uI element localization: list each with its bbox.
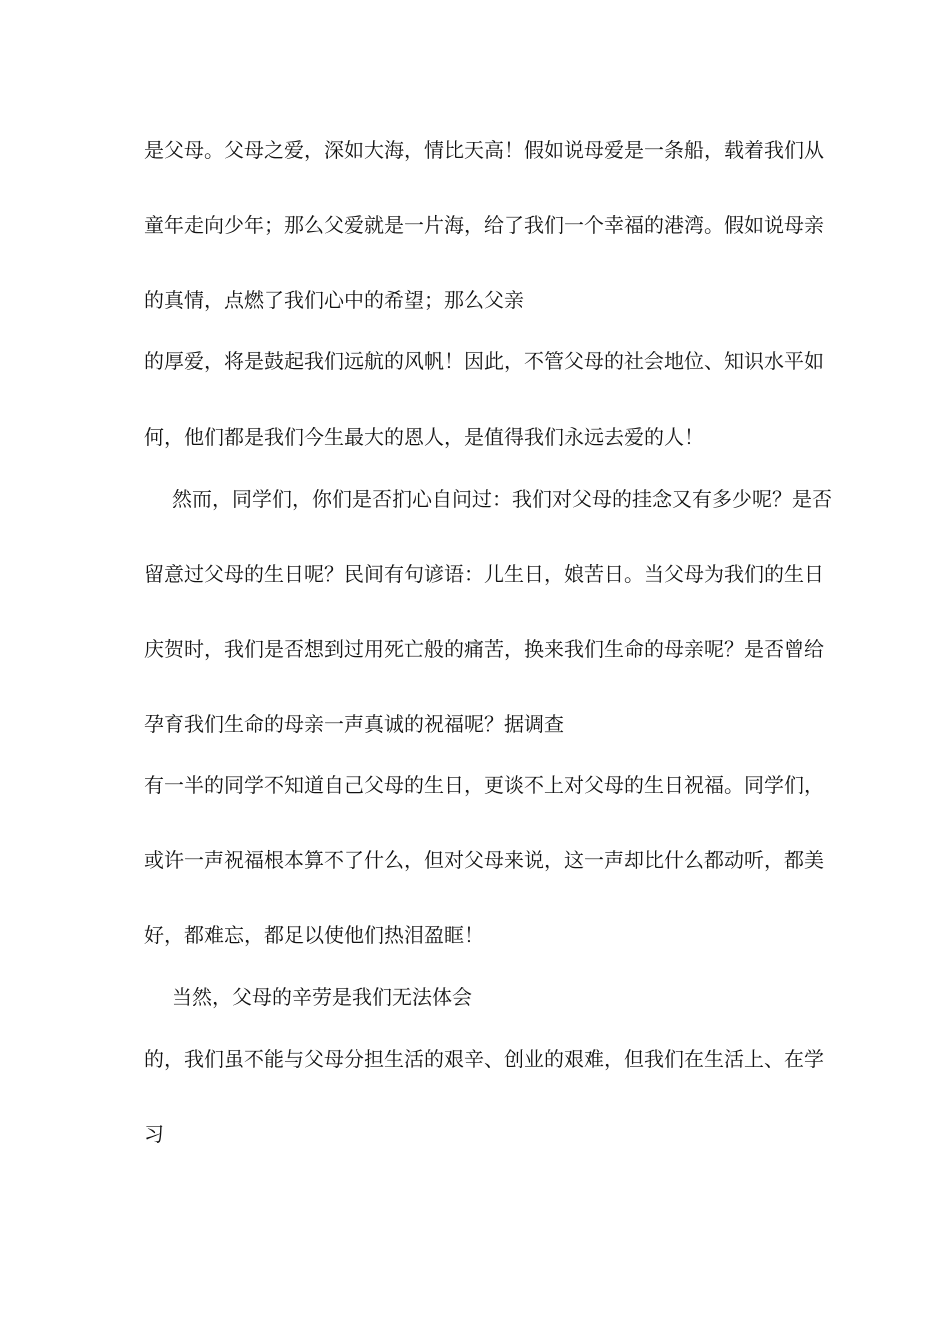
text-line: 的厚爱，将是鼓起我们远航的风帆！因此，不管父母的社会地位、知识水平如 xyxy=(144,349,824,373)
text-line: 何，他们都是我们今生最大的恩人，是值得我们永远去爱的人！ xyxy=(144,425,704,449)
text-line: 或许一声祝福根本算不了什么，但对父母来说，这一声却比什么都动听，都美 xyxy=(144,848,824,872)
text-line: 的真情，点燃了我们心中的希望；那么父亲 xyxy=(144,288,524,312)
text-line: 的，我们虽不能与父母分担生活的艰辛、创业的艰难，但我们在生活上、在学 xyxy=(144,1047,824,1071)
paragraph-first-line: 当然，父母的辛劳是我们无法体会 xyxy=(172,985,472,1009)
text-line: 庆贺时，我们是否想到过用死亡般的痛苦，换来我们生命的母亲呢？是否曾给 xyxy=(144,637,824,661)
text-line: 留意过父母的生日呢？民间有句谚语：儿生日，娘苦日。当父母为我们的生日 xyxy=(144,562,824,586)
text-line: 好，都难忘，都足以使他们热泪盈眶！ xyxy=(144,923,484,947)
text-line: 童年走向少年；那么父爱就是一片海，给了我们一个幸福的港湾。假如说母亲 xyxy=(144,213,824,237)
text-line: 是父母。父母之爱，深如大海，情比天高！假如说母爱是一条船，载着我们从 xyxy=(144,138,824,162)
text-line: 孕育我们生命的母亲一声真诚的祝福呢？据调查 xyxy=(144,712,564,736)
paragraph-first-line: 然而，同学们，你们是否扪心自问过：我们对父母的挂念又有多少呢？是否 xyxy=(172,487,832,511)
text-line: 有一半的同学不知道自己父母的生日，更谈不上对父母的生日祝福。同学们， xyxy=(144,773,824,797)
text-line: 习 xyxy=(144,1122,164,1146)
